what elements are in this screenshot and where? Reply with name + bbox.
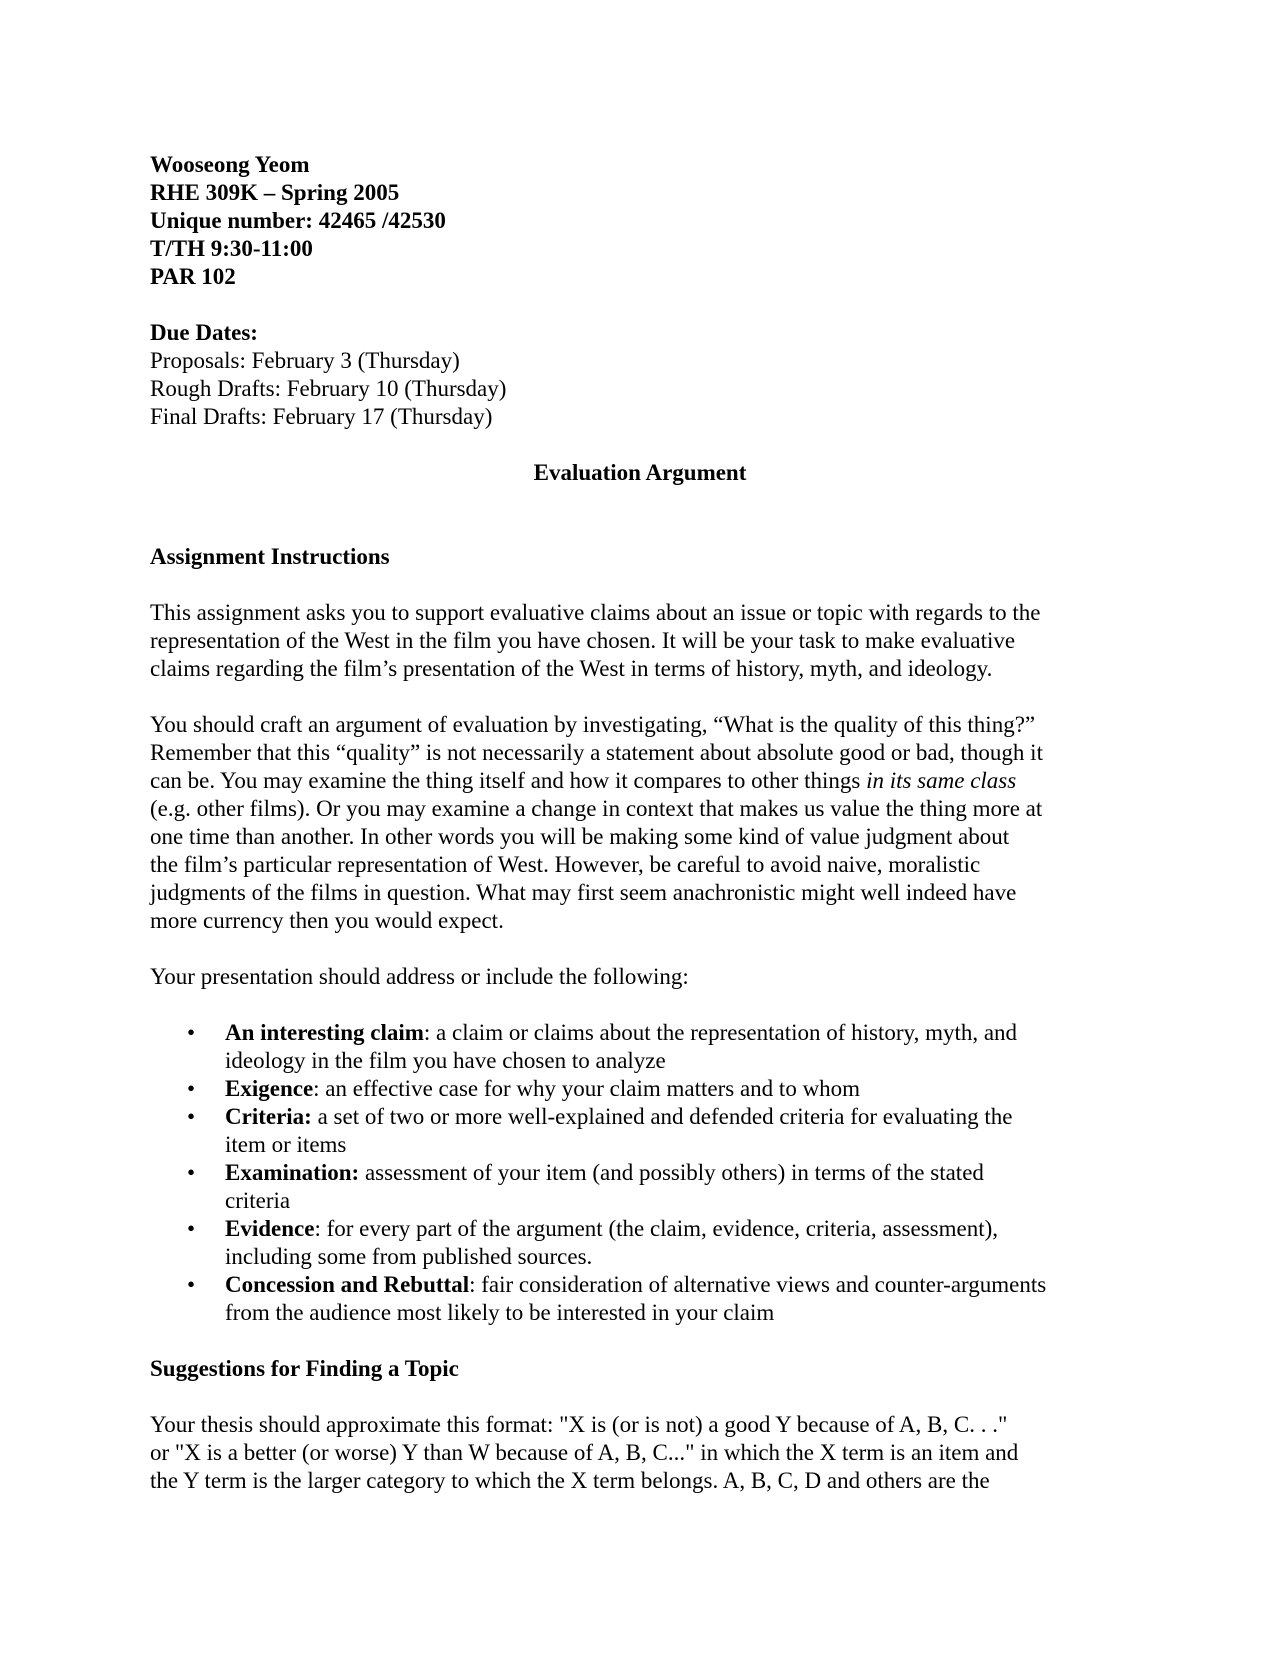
- paragraph-line: representation of the West in the film you have chosen. It will be your task to make evaluative: [150, 628, 1016, 653]
- bullet-icon: •: [187, 1020, 196, 1045]
- bullet-icon: •: [187, 1160, 196, 1185]
- list-item: [150, 1271, 1130, 1327]
- requirement-text: from the audience most likely to be interested in your claim: [225, 1300, 775, 1325]
- due-date-line: Final Drafts: February 17 (Thursday): [150, 404, 493, 429]
- paragraph-line: the Y term is the larger category to which the X term belongs. A, B, C, D and others are the: [150, 1468, 990, 1493]
- requirement-term: Criteria:: [225, 1104, 312, 1129]
- requirement-text: : an effective case for why your claim matters and to whom: [313, 1076, 861, 1101]
- due-dates-heading: Due Dates:: [150, 320, 258, 345]
- document-page: [150, 151, 1130, 1495]
- italic-emphasis: in its same class: [866, 768, 1017, 793]
- paragraph-line: You should craft an argument of evaluation by investigating, “What is the quality of this thing?”: [150, 712, 1036, 737]
- paragraph-line: one time than another. In other words you will be making some kind of value judgment about: [150, 824, 1010, 849]
- requirement-text: : a claim or claims about the representation of history, myth, and: [423, 1020, 1018, 1045]
- list-item: [150, 1075, 1130, 1103]
- bullet-icon: •: [187, 1272, 196, 1297]
- requirements-list: [150, 1019, 1130, 1327]
- due-date-line: Proposals: February 3 (Thursday): [150, 348, 460, 373]
- requirement-text: item or items: [225, 1132, 347, 1157]
- instructions-paragraph-1: [150, 599, 1130, 683]
- instructions-paragraph-3: Your presentation should address or include the following:: [150, 964, 689, 989]
- requirement-term: Concession and Rebuttal: [225, 1272, 470, 1297]
- paragraph-line: more currency then you would expect.: [150, 908, 504, 933]
- list-item: [150, 1019, 1130, 1075]
- topic-paragraph: [150, 1411, 1130, 1495]
- bullet-icon: •: [187, 1076, 196, 1101]
- instructions-paragraph-2: [150, 711, 1130, 935]
- instructions-heading: Assignment Instructions: [150, 544, 390, 569]
- paragraph-line: Remember that this “quality” is not necessarily a statement about absolute good or bad, though it: [150, 740, 1043, 765]
- bullet-icon: •: [187, 1216, 196, 1241]
- requirement-term: Examination:: [225, 1160, 360, 1185]
- topic-heading: Suggestions for Finding a Topic: [150, 1356, 459, 1381]
- bullet-icon: •: [187, 1104, 196, 1129]
- requirement-text: criteria: [225, 1188, 291, 1213]
- due-dates-block: [150, 319, 1130, 431]
- paragraph-text: can be. You may examine the thing itself and how it compares to other things: [150, 768, 867, 793]
- paragraph-line: [150, 767, 1130, 795]
- requirement-text: assessment of your item (and possibly others) in terms of the stated: [359, 1160, 984, 1185]
- paragraph-line: Your thesis should approximate this format: "X is (or is not) a good Y because of A, B, C. . .": [150, 1412, 1008, 1437]
- paragraph-line: claims regarding the film’s presentation of the West in terms of history, myth, and ideology.: [150, 656, 993, 681]
- list-item: [150, 1103, 1130, 1159]
- paragraph-line: judgments of the films in question. What may first seem anachronistic might well indeed have: [150, 880, 1017, 905]
- due-date-line: Rough Drafts: February 10 (Thursday): [150, 376, 507, 401]
- class-time: T/TH 9:30-11:00: [150, 236, 313, 261]
- paragraph-line: This assignment asks you to support evaluative claims about an issue or topic with regards to the: [150, 600, 1041, 625]
- list-item: [150, 1159, 1130, 1215]
- requirement-text: including some from published sources.: [225, 1244, 593, 1269]
- requirement-text: ideology in the film you have chosen to analyze: [225, 1048, 666, 1073]
- requirement-text: : for every part of the argument (the claim, evidence, criteria, assessment),: [314, 1216, 998, 1241]
- author-name: Wooseong Yeom: [150, 152, 310, 177]
- requirement-term: An interesting claim: [225, 1020, 424, 1045]
- class-room: PAR 102: [150, 264, 236, 289]
- course-line: RHE 309K – Spring 2005: [150, 180, 400, 205]
- requirement-term: Evidence: [225, 1216, 315, 1241]
- requirement-text: : fair consideration of alternative views and counter-arguments: [469, 1272, 1047, 1297]
- paragraph-line: (e.g. other films). Or you may examine a change in context that makes us value the thing more at: [150, 796, 1043, 821]
- paragraph-line: the film’s particular representation of West. However, be careful to avoid naive, moralistic: [150, 852, 981, 877]
- list-item: [150, 1215, 1130, 1271]
- header-block: [150, 151, 1130, 291]
- unique-number: Unique number: 42465 /42530: [150, 208, 446, 233]
- requirement-text: a set of two or more well-explained and defended criteria for evaluating the: [311, 1104, 1013, 1129]
- document-title: Evaluation Argument: [533, 460, 747, 485]
- requirement-term: Exigence: [225, 1076, 314, 1101]
- paragraph-line: or "X is a better (or worse) Y than W because of A, B, C..." in which the X term is an item and: [150, 1440, 1019, 1465]
